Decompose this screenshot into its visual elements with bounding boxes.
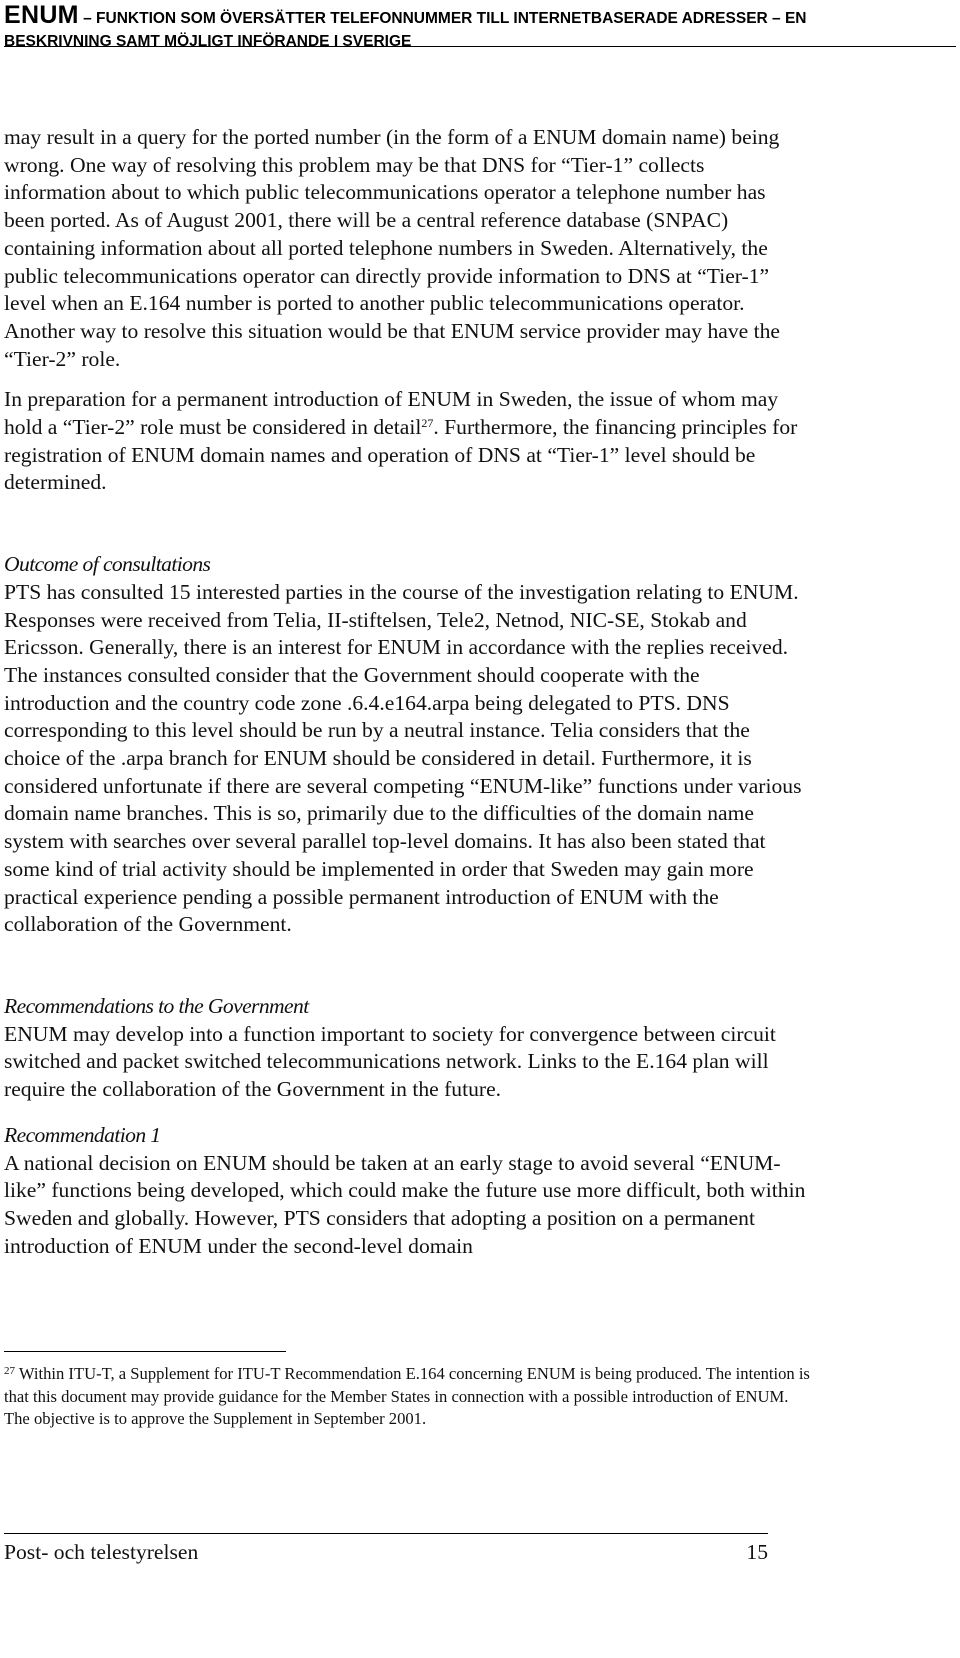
paragraph-recommendation-1: A national decision on ENUM should be taken at an early stage to avoid several “ENUM-like” functions being developed, which could make the future use more difficult, both within Sweden and globally. However, PTS considers that adopting a position on a permanent introduction of ENUM under the second-level domain (4, 1150, 806, 1258)
heading-recommendations: Recommendations to the Government (4, 993, 309, 1018)
footer-organization: Post- och telestyrelsen (4, 1540, 199, 1564)
paragraph-preparation-start: In preparation for a permanent introduction of ENUM in Sweden, the issue of whom may hold a “Tier-2” role must be considered in detail (4, 387, 779, 440)
footnote-text: Within ITU-T, a Supplement for ITU-T Recommendation E.164 concerning ENUM is being produced. The intention is that this document may provide guidance for the Member States in connection with a possible introduction of ENUM. The objective is to approve the Supplement in September 2001. (4, 1364, 810, 1429)
heading-outcome-of-consultations: Outcome of consultations (4, 552, 211, 577)
running-header (4, 2, 954, 52)
footnote-separator (4, 1351, 286, 1352)
header-rule (4, 46, 956, 47)
paragraph-ported-numbers: may result in a query for the ported number (in the form of a ENUM domain name) being wrong. One way of resolving this problem may be that DNS for “Tier-1” collects information about to which public telecommunications operator a telephone number has been ported. As of August 2001, there will be a central reference database (SNPAC) containing information about all ported telephone numbers in Sweden. Alternatively, the public telecommunications operator can directly provide information to DNS at “Tier-1” level when an E.164 number is ported to another public telecommunications operator. Another way to resolve this situation would be that ENUM service provider may have the “Tier-2” role. (4, 125, 780, 371)
heading-recommendation-1: Recommendation 1 (4, 1122, 161, 1147)
paragraph-preparation (4, 386, 810, 497)
footnote-reference[interactable]: 27 (421, 416, 434, 431)
header-enum: ENUM (4, 1, 79, 29)
header-title: – FUNKTION SOM ÖVERSÄTTER TELEFONNUMMER TILL INTERNETBASERADE ADRESSER – EN (78, 10, 807, 27)
paragraph-preparation-end: . Furthermore, the financing principles for registration of ENUM domain names and operation of DNS at “Tier-1” level should be determined. (4, 415, 798, 495)
footnote (4, 1360, 810, 1431)
body-text (4, 124, 810, 1260)
header-line-2: BESKRIVNING SAMT MÖJLIGT INFÖRANDE I SVERIGE (4, 33, 412, 50)
page-footer (4, 1534, 768, 1570)
footnote-number: 27 (4, 1365, 15, 1377)
header-line-1 (4, 2, 954, 32)
paragraph-recommendations: ENUM may develop into a function important to society for convergence between circuit switched and packet switched telecommunications network. Links to the E.164 plan will require the collaboration of the Government in the future. (4, 1021, 776, 1102)
page-number: 15 (746, 1540, 768, 1564)
paragraph-consultations: PTS has consulted 15 interested parties in the course of the investigation relating to ENUM. Responses were received from Telia, II-stiftelsen, Tele2, Netnod, NIC-SE, Stokab and Ericsson. Generally, there is an interest for ENUM in accordance with the replies received. The instances consulted consider that the Government should cooperate with the introduction and the country code zone .6.4.e164.arpa being delegated to PTS. DNS corresponding to this level should be run by a neutral instance. Telia considers that the choice of the .arpa branch for ENUM should be considered in detail. Furthermore, it is considered unfortunate if there are several competing “ENUM-like” functions under various domain name branches. This is so, primarily due to the difficulties of the domain name system with searches over several parallel top-level domains. It has also been stated that some kind of trial activity should be implemented in order that Sweden may gain more practical experience pending a possible permanent introduction of ENUM with the collaboration of the Government. (4, 579, 802, 937)
